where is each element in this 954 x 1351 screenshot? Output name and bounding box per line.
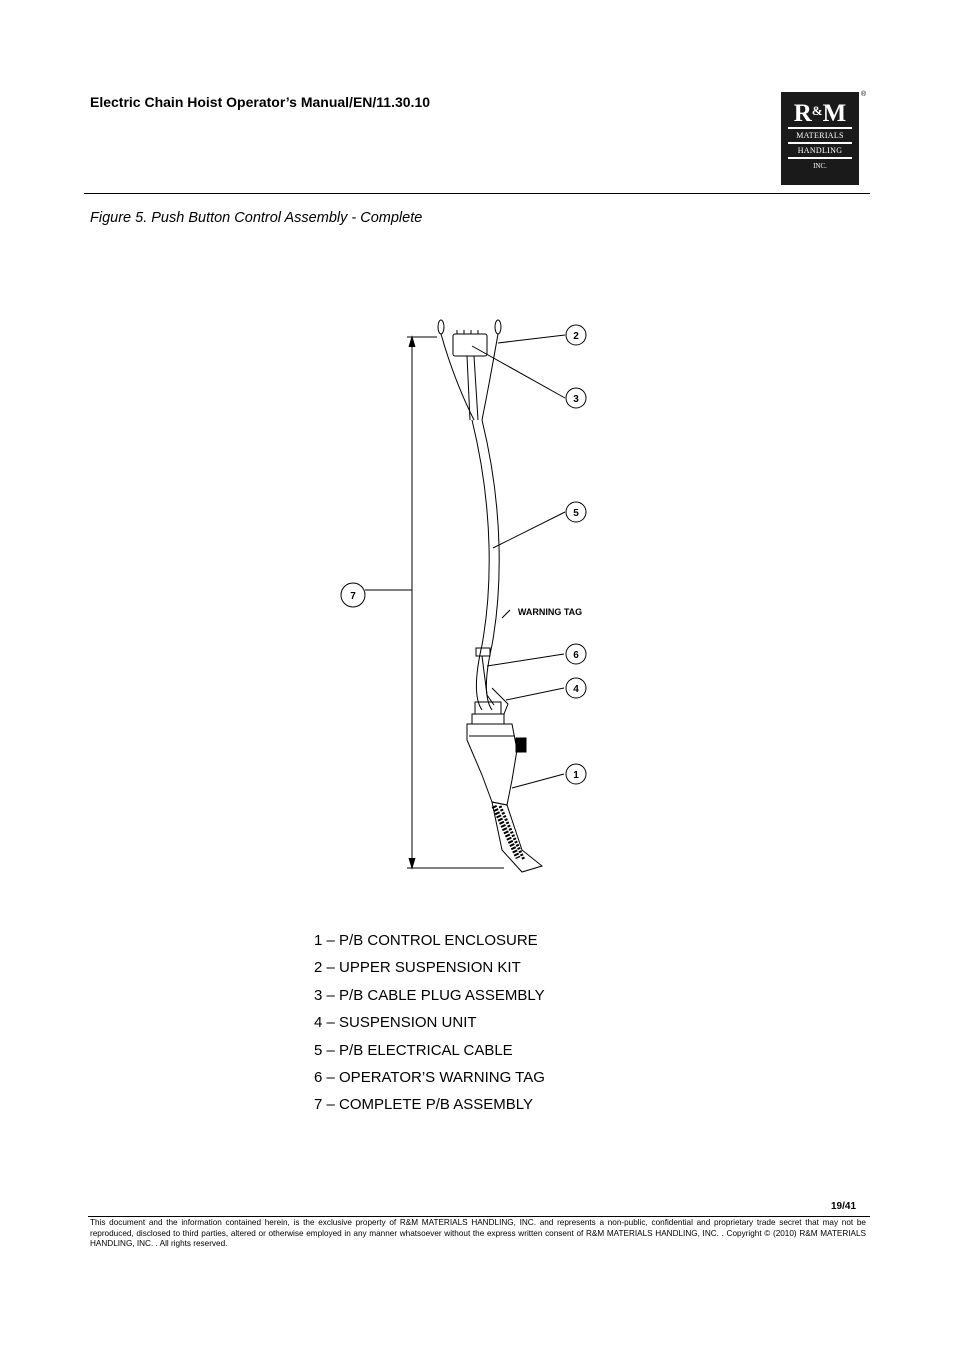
callout-6: 6 bbox=[573, 650, 579, 661]
callout-3: 3 bbox=[573, 394, 579, 405]
logo-mark: R&M bbox=[793, 100, 847, 127]
page-number: 19/41 bbox=[831, 1201, 857, 1212]
figure-caption: Figure 5. Push Button Control Assembly - Complete bbox=[90, 210, 423, 226]
registered-mark: ® bbox=[861, 91, 867, 98]
logo-line-handling: HANDLING bbox=[797, 146, 843, 155]
header-divider bbox=[84, 193, 870, 194]
callout-7: 7 bbox=[350, 591, 356, 602]
document-title: Electric Chain Hoist Operator’s Manual/EN/11.30.10 bbox=[90, 94, 431, 110]
legend-item: 7 – COMPLETE P/B ASSEMBLY bbox=[314, 1096, 533, 1114]
legend-item: 6 – OPERATOR’S WARNING TAG bbox=[314, 1068, 545, 1086]
push-button-assembly-drawing bbox=[322, 310, 612, 885]
logo-line-materials: MATERIALS bbox=[796, 131, 844, 140]
callout-4: 4 bbox=[573, 684, 579, 695]
warning-tag-label: WARNING TAG bbox=[517, 607, 583, 617]
footer-divider bbox=[88, 1216, 870, 1217]
callout-5: 5 bbox=[573, 508, 579, 519]
legend-item: 5 – P/B ELECTRICAL CABLE bbox=[314, 1041, 513, 1059]
legend-item: 2 – UPPER SUSPENSION KIT bbox=[314, 959, 521, 977]
legend-item: 4 – SUSPENSION UNIT bbox=[314, 1014, 477, 1032]
callout-2: 2 bbox=[573, 331, 579, 342]
logo-line-inc: INC. bbox=[813, 162, 827, 170]
legend-item: 3 – P/B CABLE PLUG ASSEMBLY bbox=[314, 986, 545, 1004]
company-logo bbox=[781, 92, 859, 185]
legend-item: 1 – P/B CONTROL ENCLOSURE bbox=[314, 932, 538, 949]
confidentiality-notice: This document and the information contained herein, is the exclusive property of R&M MATERIALS HANDLING, INC. and represents a non-public, confidential and proprietary trade secret that may not be reproduced, disclosed to third parties, altered or otherwise employed in any manner whatsoever without the express written consent of R&M MATERIALS HANDLING, INC. . Copyright © (2010) R&M MATERIALS HANDLING, INC. . All rights reserved. bbox=[90, 1218, 866, 1248]
parts-legend bbox=[314, 930, 545, 1122]
callout-1: 1 bbox=[573, 770, 579, 781]
